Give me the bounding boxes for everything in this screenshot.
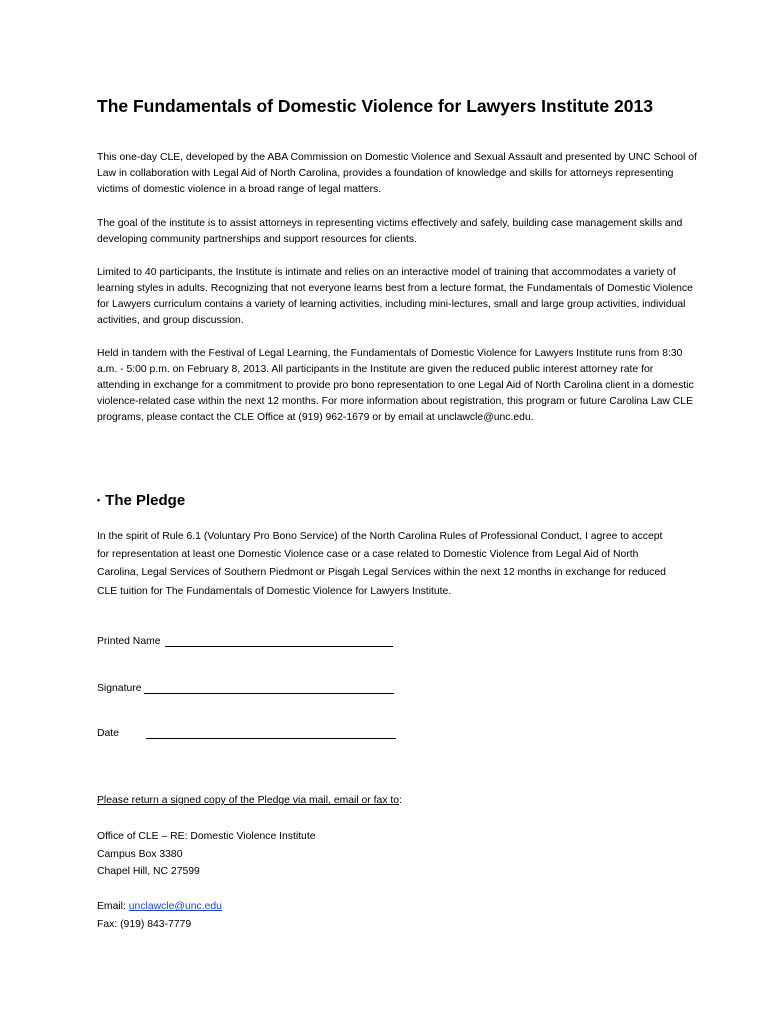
signature-field: [97, 681, 394, 694]
return-instructions: [97, 795, 402, 806]
intro-paragraph: This one-day CLE, developed by the ABA Commission on Domestic Violence and Sexual Assault and presented by UNC School of Law in collaboration with Legal Aid of North Carolina, provides a foundation of knowledge and skills for attorneys representing victims of domestic violence in a broad range of legal matters.: [97, 152, 697, 195]
printed-name-field: [97, 634, 393, 647]
return-instructions-text: Please return a signed copy of the Pledge via mail, email or fax to: [97, 795, 400, 806]
email-link[interactable]: unclawcle@unc.edu: [128, 901, 222, 912]
date-field: [97, 726, 396, 739]
schedule-paragraph: Held in tandem with the Festival of Legal Learning, the Fundamentals of Domestic Violence for Lawyers Institute runs from 8:30 a.m. - 5:00 p.m. on February 8, 2013. All participants in the Institute are given the reduced public interest attorney rate for attending in exchange for a commitment to provide pro bono representation to one Legal Aid of North Carolina client in a domestic violence-related case within the next 12 months. For more information about registration, this program or future Carolina Law CLE programs, please contact the CLE Office at (919) 962-1679 or by email at unclawcle@unc.edu.: [97, 348, 694, 423]
contact-info: [97, 898, 222, 933]
document-title: The Fundamentals of Domestic Violence for Lawyers Institute 2013: [97, 96, 653, 116]
goal-paragraph: The goal of the institute is to assist attorneys in representing victims effectively and safely, building case management skills and developing community partnerships and support resources for clients.: [97, 218, 683, 245]
printed-name-line[interactable]: [165, 634, 393, 647]
date-line[interactable]: [146, 726, 396, 739]
pledge-text: In the spirit of Rule 6.1 (Voluntary Pro Bono Service) of the North Carolina Rules of Professional Conduct, I agree to accept for representation at least one Domestic Violence case or a case related to Domestic Violence from Legal Aid of North Carolina, Legal Services of Southern Piedmont or Pisgah Legal Services within the next 12 months in exchange for reduced CLE tuition for The Fundamentals of Domestic Violence for Lawyers Institute.: [97, 531, 666, 597]
return-instructions-colon: :: [399, 795, 402, 806]
email-label: Email:: [97, 901, 129, 912]
signature-line[interactable]: [144, 681, 394, 694]
pledge-heading-text: The Pledge: [105, 492, 186, 509]
address-line-1: Office of CLE – RE: Domestic Violence Institute: [97, 831, 316, 842]
mailing-address: [97, 828, 316, 881]
date-label: Date: [97, 728, 119, 739]
pledge-heading: [97, 492, 185, 509]
printed-name-label: Printed Name: [97, 636, 161, 647]
address-line-2: Campus Box 3380: [97, 848, 183, 860]
fax-row: Fax: (919) 843-7779: [97, 918, 192, 930]
address-line-3: Chapel Hill, NC 27599: [97, 866, 200, 877]
email-row: [97, 898, 222, 916]
bullet-icon: •: [97, 495, 101, 505]
signature-label: Signature: [97, 683, 142, 694]
participants-paragraph: Limited to 40 participants, the Institute is intimate and relies on an interactive model of training that accommodates a variety of learning styles in adults. Recognizing that not everyone learns best from a lecture format, the Fundamentals of Domestic Violence for Lawyers curriculum contains a variety of learning activities, including mini-lectures, small and large group activities, individual activities, and group discussion.: [97, 267, 693, 326]
